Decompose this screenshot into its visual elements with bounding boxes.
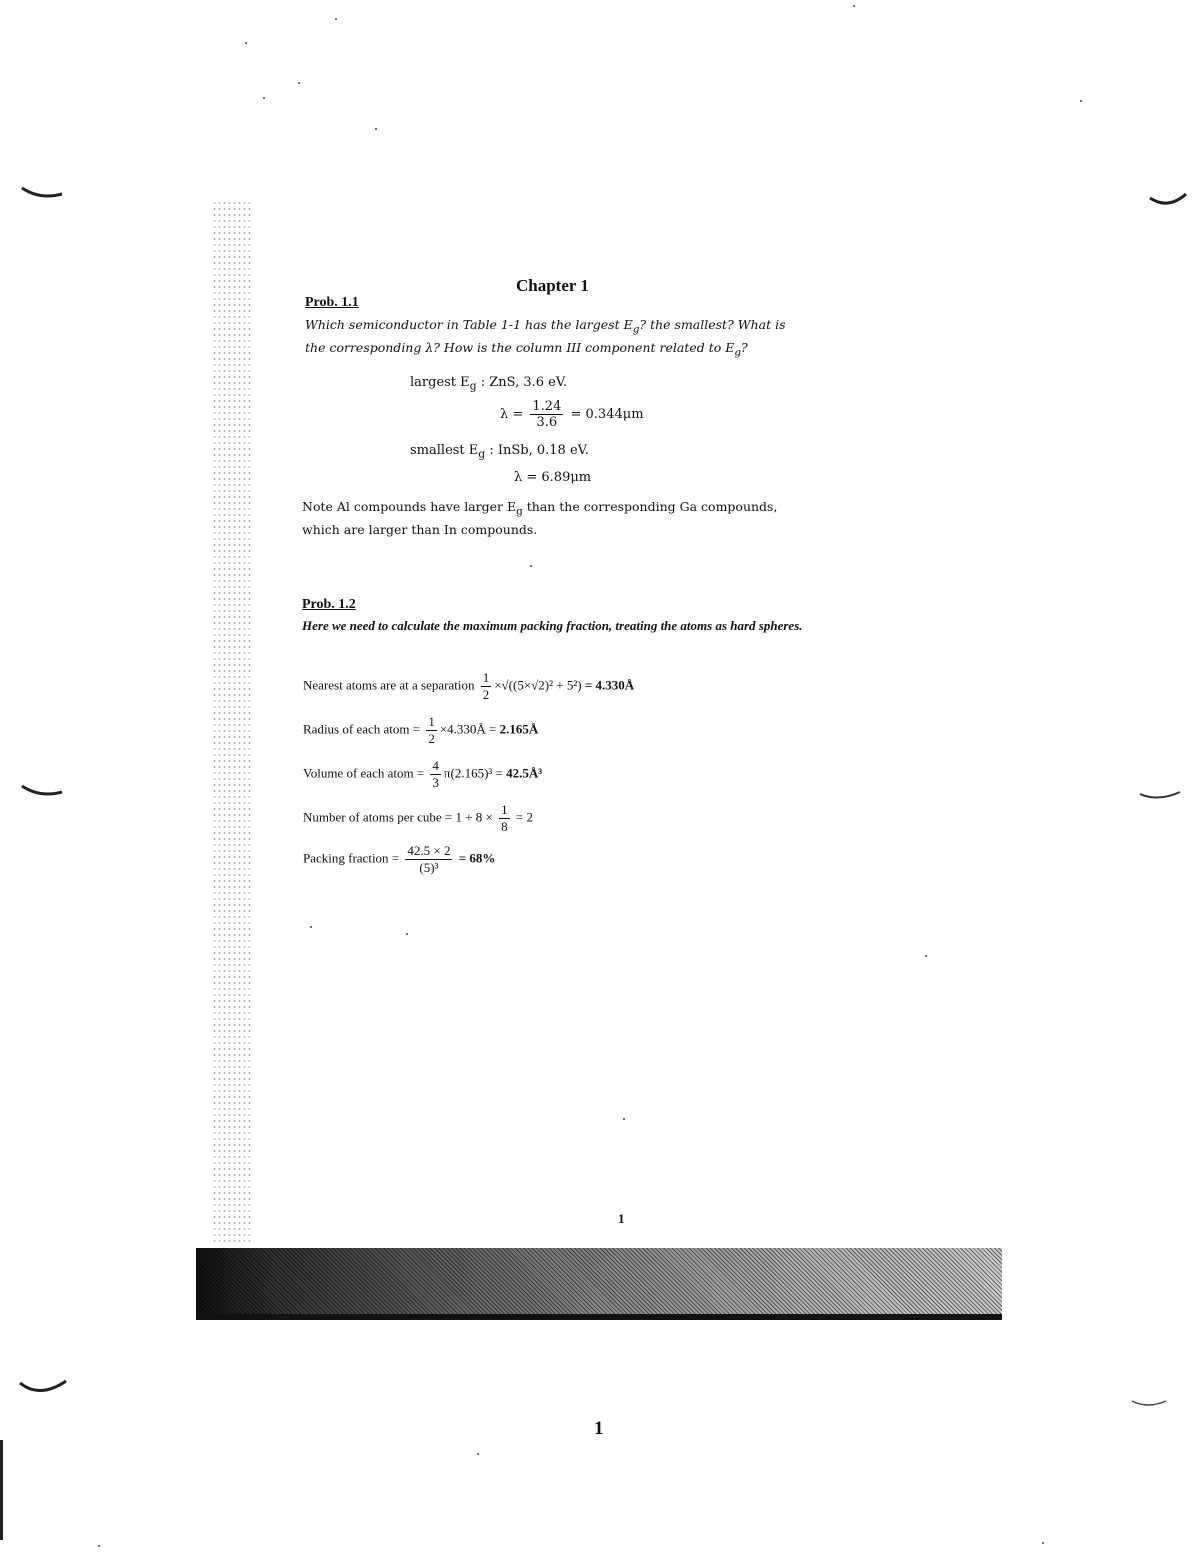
prob-1-1-question: Which semiconductor in Table 1-1 has the largest $E_g$? the smallest? What is the corresponding λ? How is the column III component related to $E_g$? <box>305 317 786 358</box>
scan-speck <box>530 565 532 567</box>
scan-speck <box>1042 1542 1044 1544</box>
scan-speck <box>263 97 265 99</box>
largest-gap-line: largest $E_g$ : ZnS, 3.6 eV. <box>410 375 568 393</box>
scan-speck <box>406 933 408 935</box>
binder-hole-mark <box>1130 1395 1170 1415</box>
atom-radius-equation: Radius of each atom = $\frac{1}{2}$ ×4.330Å = 2.165Å <box>303 714 539 746</box>
scan-speck <box>1080 100 1082 102</box>
nearest-separation-equation: Nearest atoms are at a separation $\frac{1}{2}$ ×√((5×√2)² + 5²) = 4.330Å <box>303 670 635 702</box>
scan-edge-mark <box>0 1440 3 1540</box>
scan-speck <box>310 926 312 928</box>
scan-speck <box>375 128 377 130</box>
binder-hole-mark <box>1138 788 1183 808</box>
binder-hole-mark <box>1148 190 1188 215</box>
scan-speck <box>853 5 855 7</box>
prob-1-2-intro: Here we need to calculate the maximum packing fraction, treating the atoms as hard spheres. <box>302 618 803 633</box>
scan-margin-artifact <box>212 200 252 1245</box>
page-number-inner: 1 <box>618 1211 625 1226</box>
binder-hole-mark <box>20 180 65 205</box>
binder-hole-mark <box>20 780 65 805</box>
chapter-title: Chapter 1 <box>516 276 589 295</box>
scan-speck <box>477 1453 479 1455</box>
scan-speck <box>298 82 300 84</box>
scan-speck <box>98 1545 100 1547</box>
smallest-gap-line: smallest $E_g$ : InSb, 0.18 eV. <box>410 443 589 461</box>
packing-fraction-equation: Packing fraction = $\frac{42.5 \times 2}{\text{(5)³}}$ = 68% <box>303 843 496 875</box>
prob-1-1-heading: Prob. 1.1 <box>305 295 359 310</box>
page-number-outer: 1 <box>594 1418 604 1439</box>
scan-speck <box>925 955 927 957</box>
prob-1-2-heading: Prob. 1.2 <box>302 597 356 612</box>
scan-speck <box>623 1118 625 1120</box>
binder-hole-mark <box>18 1375 68 1405</box>
lambda-largest-equation: λ = $\frac{1.24}{3.6}$ = 0.344μm <box>500 399 644 430</box>
atom-volume-equation: Volume of each atom = $\frac{4}{3}$ π(2.165)³ = 42.5Å³ <box>303 758 543 790</box>
scan-footer-band <box>196 1248 1002 1320</box>
lambda-smallest-equation: λ = 6.89μm <box>514 470 592 485</box>
prob-1-1-note: Note Al compounds have larger $E_g$ than the corresponding Ga compounds, which are larger than In compounds. <box>302 499 778 537</box>
scan-footer-band-base <box>196 1314 1002 1320</box>
scan-speck <box>335 18 337 20</box>
atoms-per-cube-equation: Number of atoms per cube = 1 + 8 × $\frac{1}{8}$ = 2 <box>303 802 533 834</box>
scan-speck <box>245 42 247 44</box>
